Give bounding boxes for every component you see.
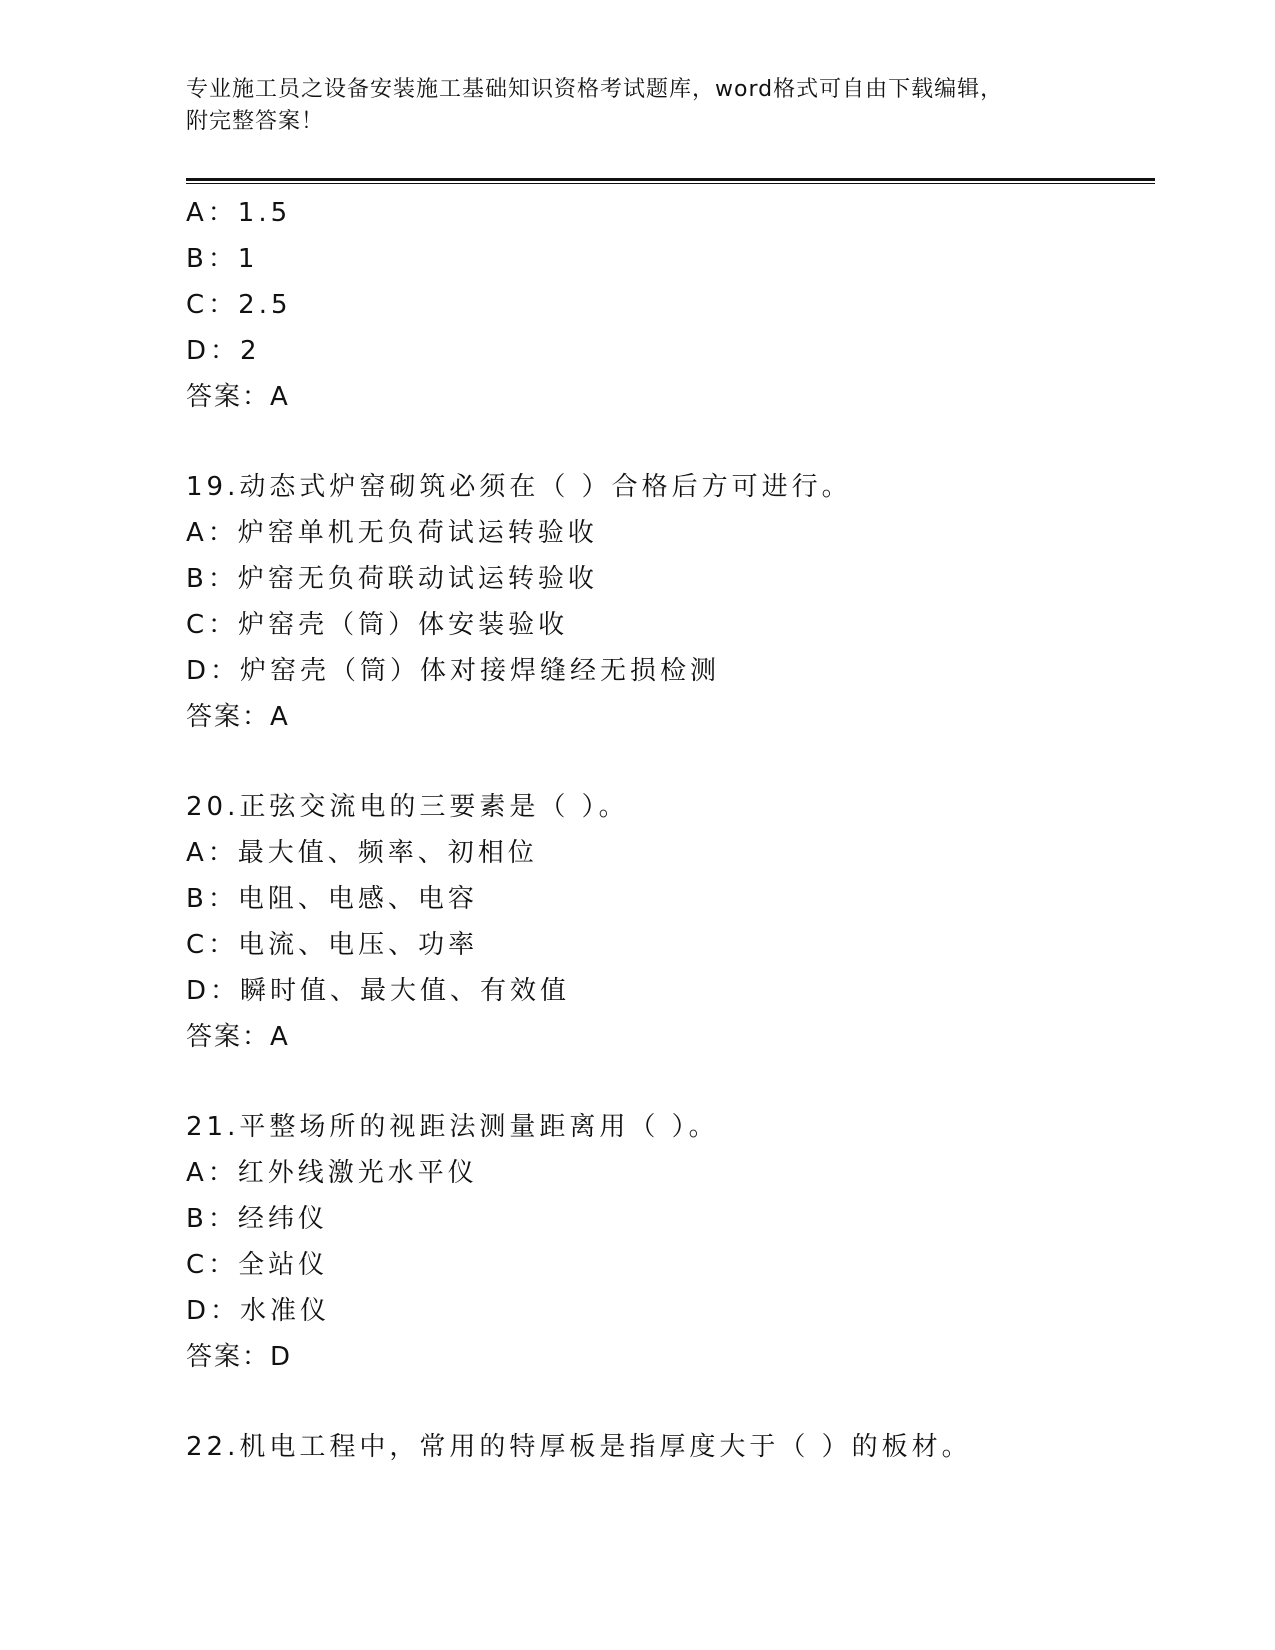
- question-block-22: [186, 1424, 1146, 1470]
- option-c: C：2.5: [186, 290, 292, 320]
- question-text: 19.动态式炉窑砌筑必须在（ ）合格后方可进行。: [186, 472, 852, 502]
- spacer: [186, 1380, 1146, 1424]
- question-text: 21.平整场所的视距法测量距离用（ ）。: [186, 1112, 719, 1142]
- answer-text: 答案：D: [186, 1342, 293, 1372]
- header-line-2: 附完整答案！: [186, 109, 325, 134]
- option-a: A：红外线激光水平仪: [186, 1158, 478, 1188]
- option-a: A：炉窑单机无负荷试运转验收: [186, 518, 598, 548]
- option-b: B：炉窑无负荷联动试运转验收: [186, 564, 598, 594]
- spacer: [186, 740, 1146, 784]
- option-a: A：1.5: [186, 198, 292, 228]
- option-d: D：炉窑壳（筒）体对接焊缝经无损检测: [186, 656, 721, 686]
- option-d: D：水准仪: [186, 1296, 331, 1326]
- option-c: C：全站仪: [186, 1250, 329, 1280]
- question-block-18: [186, 190, 1146, 420]
- option-b: B：电阻、电感、电容: [186, 884, 478, 914]
- option-d: D：瞬时值、最大值、有效值: [186, 976, 571, 1006]
- document-header: [186, 74, 1086, 138]
- header-divider-thick: [186, 178, 1155, 181]
- option-b: B：经纬仪: [186, 1204, 328, 1234]
- spacer: [186, 420, 1146, 464]
- header-line-1: 专业施工员之设备安装施工基础知识资格考试题库，word格式可自由下载编辑，: [186, 77, 1004, 102]
- answer-text: 答案：A: [186, 382, 290, 412]
- question-list: [186, 190, 1146, 1470]
- option-c: C：炉窑壳（筒）体安装验收: [186, 610, 569, 640]
- spacer: [186, 1060, 1146, 1104]
- question-block-19: [186, 464, 1146, 740]
- question-text: 22.机电工程中，常用的特厚板是指厚度大于（ ）的板材。: [186, 1432, 972, 1462]
- question-block-21: [186, 1104, 1146, 1380]
- answer-text: 答案：A: [186, 702, 290, 732]
- option-b: B：1: [186, 244, 259, 274]
- header-divider-thin: [186, 183, 1155, 184]
- option-a: A：最大值、频率、初相位: [186, 838, 538, 868]
- option-c: C：电流、电压、功率: [186, 930, 479, 960]
- answer-text: 答案：A: [186, 1022, 290, 1052]
- question-block-20: [186, 784, 1146, 1060]
- question-text: 20.正弦交流电的三要素是（ ）。: [186, 792, 629, 822]
- option-d: D：2: [186, 336, 261, 366]
